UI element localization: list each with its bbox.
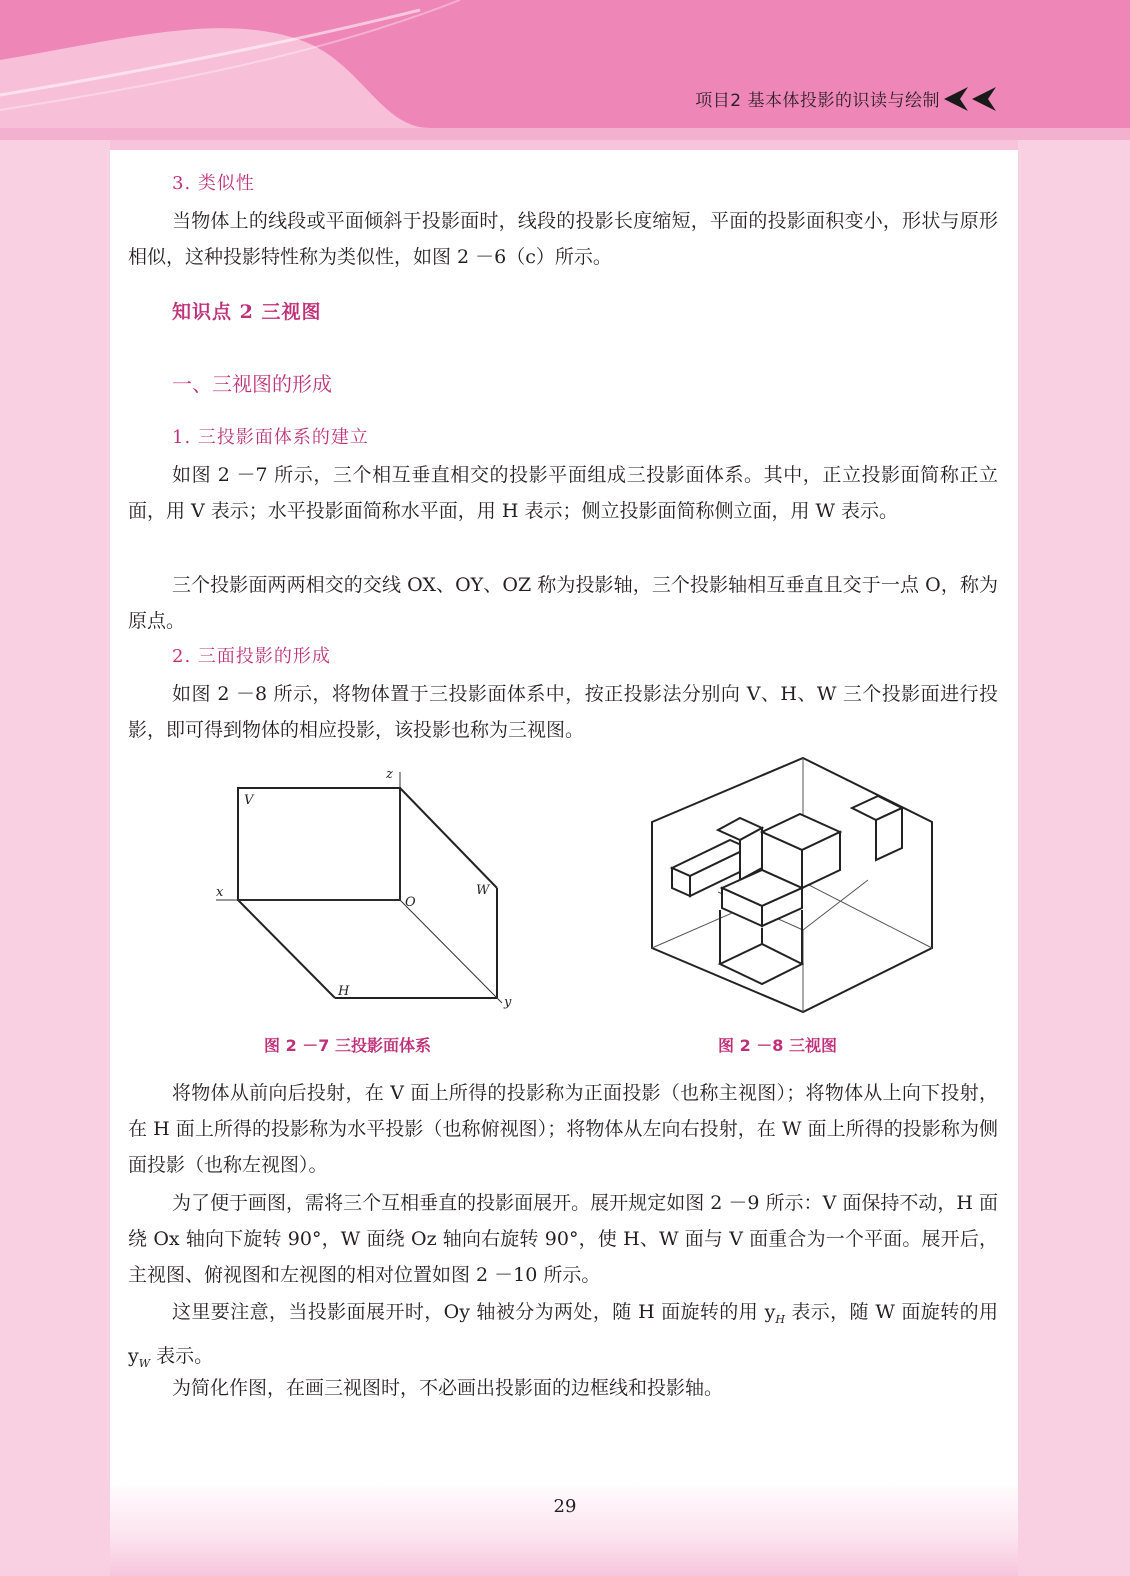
label-H: H	[338, 984, 350, 999]
oy-note-part-1: 这里要注意，当投影面展开时，Oy 轴被分为两处，随 H 面旋转的用 y	[172, 1301, 776, 1323]
subscript-H: H	[775, 1312, 785, 1326]
page-number: 29	[553, 1496, 577, 1517]
section-1-title: 一、三视图的形成	[172, 372, 332, 396]
chapter-title: 项目2 基本体投影的识读与绘制	[695, 91, 940, 111]
subsection-1-title: 1. 三投影面体系的建立	[172, 427, 369, 448]
label-V: V	[244, 793, 254, 808]
label-z: z	[386, 767, 393, 782]
label-O: O	[405, 895, 416, 910]
right-margin-strip	[1018, 140, 1130, 1576]
label-y: y	[504, 995, 512, 1010]
paragraph-three-views: 如图 2 －8 所示，将物体置于三投影面体系中，按正投影法分别向 V、H、W 三个投影面进行投影，即可得到物体的相应投影，该投影也称为三视图。	[128, 683, 998, 741]
oy-note-part-3: 表示。	[150, 1344, 214, 1367]
double-arrow-icon	[940, 84, 1000, 118]
figure-2-8-caption: 图 2 －8 三视图	[718, 1036, 837, 1055]
label-W: W	[476, 883, 490, 898]
left-margin-strip	[0, 140, 110, 1576]
paragraph-simplify: 为简化作图，在画三视图时，不必画出投影面的边框线和投影轴。	[172, 1377, 724, 1399]
figure-three-plane-system	[200, 760, 530, 1020]
paragraph-three-planes: 如图 2 －7 所示，三个相互垂直相交的投影平面组成三投影面体系。其中，正立投影面简称正立面，用 V 表示；水平投影面简称水平面，用 H 表示；侧立投影面简称侧立面，用 W 表示。	[128, 464, 998, 522]
subscript-W: W	[138, 1356, 151, 1370]
page-bottom-fade	[110, 1480, 1018, 1576]
subsection-3-title: 3. 类似性	[172, 173, 255, 194]
figure-2-7-caption: 图 2 －7 三投影面体系	[264, 1036, 431, 1055]
paragraph-unfolding: 为了便于画图，需将三个互相垂直的投影面展开。展开规定如图 2 －9 所示：V 面保持不动，H 面绕 Ox 轴向下旋转 90°，W 面绕 Oz 轴向右旋转 90°，使 H、W 面与 V 面重合为一个平面。展开后，主视图、俯视图和左视图的相对位置如图 2 －10 所示。	[128, 1192, 998, 1286]
knowledge-point-heading: 知识点 2 三视图	[172, 301, 322, 323]
label-x: x	[216, 885, 224, 900]
header-band	[0, 0, 1130, 140]
paragraph-projection-directions: 将物体从前向后投射，在 V 面上所得的投影称为正面投影（也称主视图）；将物体从上向下投射，在 H 面上所得的投影称为水平投影（也称俯视图）；将物体从左向右投射，在 W 面上所得的投影称为侧面投影（也称左视图）。	[128, 1082, 998, 1176]
paragraph-oy-axis-note	[128, 1294, 998, 1382]
paragraph-similarity: 当物体上的线段或平面倾斜于投影面时，线段的投影长度缩短，平面的投影面积变小，形状与原形相似，这种投影特性称为类似性，如图 2 －6（c）所示。	[128, 210, 998, 268]
subsection-2-title: 2. 三面投影的形成	[172, 646, 331, 667]
paragraph-projection-axes: 三个投影面两两相交的交线 OX、OY、OZ 称为投影轴，三个投影轴相互垂直且交于一点 O，称为原点。	[128, 574, 998, 632]
oy-note-part-2: 表示，随 W 面旋转的用 y	[128, 1301, 998, 1367]
figure-three-views-object	[640, 750, 950, 1025]
